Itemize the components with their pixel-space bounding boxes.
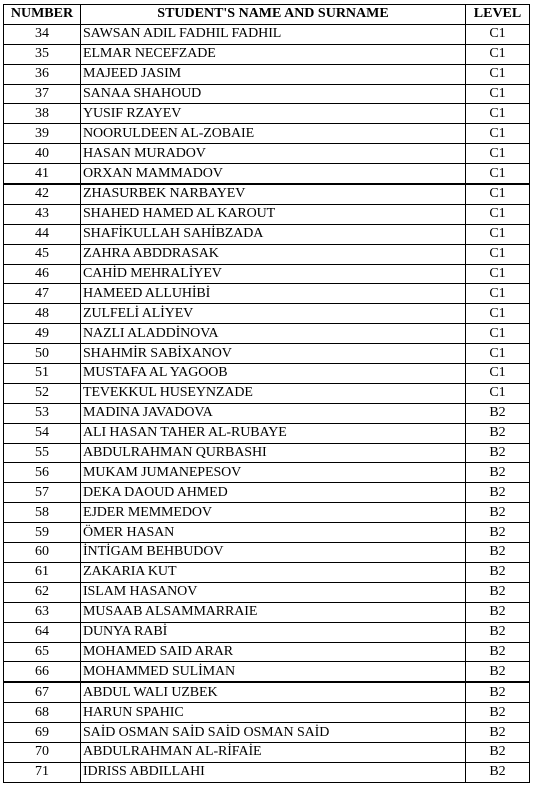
table-row — [4, 204, 530, 224]
student-number-cell: 67 — [4, 682, 81, 702]
table-row — [4, 423, 530, 443]
student-number-cell: 50 — [4, 344, 81, 364]
student-level-cell: C1 — [466, 164, 530, 184]
student-number-cell: 53 — [4, 403, 81, 423]
student-level-cell: C1 — [466, 224, 530, 244]
student-number-cell: 60 — [4, 543, 81, 563]
student-level-cell: B2 — [466, 762, 530, 782]
student-name-cell: ALI HASAN TAHER AL-RUBAYE — [81, 423, 466, 443]
student-name-cell: YUSIF RZAYEV — [81, 104, 466, 124]
student-number-cell: 59 — [4, 523, 81, 543]
table-row — [4, 364, 530, 384]
table-row — [4, 662, 530, 682]
student-number-cell: 48 — [4, 304, 81, 324]
table-row — [4, 264, 530, 284]
table-row — [4, 324, 530, 344]
student-name-cell: NAZLI ALADDİNOVA — [81, 324, 466, 344]
student-level-cell: C1 — [466, 383, 530, 403]
student-level-cell: B2 — [466, 742, 530, 762]
student-level-cell: C1 — [466, 264, 530, 284]
student-level-cell: C1 — [466, 84, 530, 104]
student-name-cell: IDRISS ABDILLAHI — [81, 762, 466, 782]
table-row — [4, 463, 530, 483]
student-level-cell: B2 — [466, 562, 530, 582]
table-row — [4, 523, 530, 543]
student-name-cell: ISLAM HASANOV — [81, 582, 466, 602]
table-row — [4, 344, 530, 364]
table-row — [4, 543, 530, 563]
table-body — [4, 24, 530, 782]
student-name-cell: HARUN SPAHIC — [81, 703, 466, 723]
student-name-cell: MAJEED JASIM — [81, 64, 466, 84]
student-number-cell: 56 — [4, 463, 81, 483]
student-number-cell: 52 — [4, 383, 81, 403]
student-level-cell: B2 — [466, 723, 530, 743]
student-level-cell: C1 — [466, 24, 530, 44]
student-name-cell: SHAHED HAMED AL KAROUT — [81, 204, 466, 224]
student-name-cell: SHAHMİR SABİXANOV — [81, 344, 466, 364]
student-level-cell: B2 — [466, 582, 530, 602]
student-level-cell: B2 — [466, 503, 530, 523]
student-number-cell: 44 — [4, 224, 81, 244]
number-column-header: NUMBER — [4, 5, 81, 25]
student-level-cell: B2 — [466, 423, 530, 443]
student-number-cell: 45 — [4, 244, 81, 264]
student-number-cell: 57 — [4, 483, 81, 503]
table-row — [4, 284, 530, 304]
table-row — [4, 483, 530, 503]
student-number-cell: 63 — [4, 602, 81, 622]
student-number-cell: 39 — [4, 124, 81, 144]
student-level-cell: B2 — [466, 523, 530, 543]
student-level-cell: C1 — [466, 284, 530, 304]
student-name-cell: MUSAAB ALSAMMARRAIE — [81, 602, 466, 622]
table-row — [4, 84, 530, 104]
table-row — [4, 224, 530, 244]
student-name-cell: MOHAMMED SULİMAN — [81, 662, 466, 682]
student-number-cell: 46 — [4, 264, 81, 284]
student-level-cell: B2 — [466, 703, 530, 723]
student-number-cell: 54 — [4, 423, 81, 443]
student-level-cell: B2 — [466, 642, 530, 662]
student-name-cell: ABDULRAHMAN QURBASHI — [81, 443, 466, 463]
student-number-cell: 68 — [4, 703, 81, 723]
student-level-cell: B2 — [466, 483, 530, 503]
student-level-cell: B2 — [466, 622, 530, 642]
student-level-cell: C1 — [466, 184, 530, 204]
student-number-cell: 69 — [4, 723, 81, 743]
student-level-cell: B2 — [466, 602, 530, 622]
student-level-cell: B2 — [466, 443, 530, 463]
student-level-cell: C1 — [466, 64, 530, 84]
student-number-cell: 34 — [4, 24, 81, 44]
student-level-cell: B2 — [466, 543, 530, 563]
student-name-cell: SAWSAN ADIL FADHIL FADHIL — [81, 24, 466, 44]
student-number-cell: 71 — [4, 762, 81, 782]
student-name-cell: ZHASURBEK NARBAYEV — [81, 184, 466, 204]
student-number-cell: 55 — [4, 443, 81, 463]
student-level-cell: C1 — [466, 204, 530, 224]
student-name-cell: CAHİD MEHRALİYEV — [81, 264, 466, 284]
student-number-cell: 49 — [4, 324, 81, 344]
student-number-cell: 51 — [4, 364, 81, 384]
header-row — [4, 5, 530, 25]
table-row — [4, 403, 530, 423]
student-name-cell: SHAFİKULLAH SAHİBZADA — [81, 224, 466, 244]
table-row — [4, 703, 530, 723]
student-name-cell: İNTİGAM BEHBUDOV — [81, 543, 466, 563]
student-name-cell: ABDULRAHMAN AL-RİFAİE — [81, 742, 466, 762]
student-name-cell: MOHAMED SAID ARAR — [81, 642, 466, 662]
table-row — [4, 562, 530, 582]
student-name-cell: ABDUL WALI UZBEK — [81, 682, 466, 702]
student-level-cell: C1 — [466, 124, 530, 144]
student-name-cell: SAİD OSMAN SAİD SAİD OSMAN SAİD — [81, 723, 466, 743]
table-header — [4, 5, 530, 25]
table-row — [4, 104, 530, 124]
student-number-cell: 64 — [4, 622, 81, 642]
table-row — [4, 602, 530, 622]
student-name-cell: ELMAR NECEFZADE — [81, 44, 466, 64]
table-row — [4, 682, 530, 702]
student-name-cell: ZAKARIA KUT — [81, 562, 466, 582]
table-row — [4, 24, 530, 44]
student-number-cell: 61 — [4, 562, 81, 582]
student-name-cell: ÖMER HASAN — [81, 523, 466, 543]
student-number-cell: 65 — [4, 642, 81, 662]
student-level-cell: B2 — [466, 463, 530, 483]
student-name-cell: MUSTAFA AL YAGOOB — [81, 364, 466, 384]
student-number-cell: 42 — [4, 184, 81, 204]
student-name-cell: ZULFELİ ALİYEV — [81, 304, 466, 324]
student-number-cell: 40 — [4, 144, 81, 164]
student-number-cell: 37 — [4, 84, 81, 104]
student-number-cell: 47 — [4, 284, 81, 304]
table-row — [4, 383, 530, 403]
student-name-cell: ZAHRA ABDDRASAK — [81, 244, 466, 264]
table-row — [4, 723, 530, 743]
table-row — [4, 164, 530, 184]
student-level-cell: C1 — [466, 364, 530, 384]
student-name-cell: TEVEKKUL HUSEYNZADE — [81, 383, 466, 403]
student-name-cell: SANAA SHAHOUD — [81, 84, 466, 104]
table-row — [4, 184, 530, 204]
student-level-cell: C1 — [466, 144, 530, 164]
student-level-cell: C1 — [466, 44, 530, 64]
table-row — [4, 44, 530, 64]
student-level-cell: B2 — [466, 662, 530, 682]
student-name-cell: DUNYA RABİ — [81, 622, 466, 642]
table-row — [4, 443, 530, 463]
student-number-cell: 43 — [4, 204, 81, 224]
table-row — [4, 304, 530, 324]
student-level-cell: B2 — [466, 682, 530, 702]
table-row — [4, 503, 530, 523]
table-row — [4, 582, 530, 602]
student-name-cell: NOORULDEEN AL-ZOBAIE — [81, 124, 466, 144]
student-level-cell: C1 — [466, 244, 530, 264]
student-number-cell: 36 — [4, 64, 81, 84]
student-number-cell: 35 — [4, 44, 81, 64]
table-row — [4, 642, 530, 662]
table-row — [4, 124, 530, 144]
table-row — [4, 64, 530, 84]
student-level-cell: C1 — [466, 304, 530, 324]
student-number-cell: 38 — [4, 104, 81, 124]
student-number-cell: 70 — [4, 742, 81, 762]
student-level-cell: C1 — [466, 324, 530, 344]
level-column-header: LEVEL — [466, 5, 530, 25]
student-name-cell: MUKAM JUMANEPESOV — [81, 463, 466, 483]
table-row — [4, 144, 530, 164]
student-number-cell: 41 — [4, 164, 81, 184]
student-name-cell: EJDER MEMMEDOV — [81, 503, 466, 523]
table-row — [4, 244, 530, 264]
table-row — [4, 762, 530, 782]
table-row — [4, 622, 530, 642]
student-name-cell: DEKA DAOUD AHMED — [81, 483, 466, 503]
student-level-cell: B2 — [466, 403, 530, 423]
table-row — [4, 742, 530, 762]
student-name-cell: MADINA JAVADOVA — [81, 403, 466, 423]
student-level-table — [3, 4, 530, 783]
student-level-cell: C1 — [466, 104, 530, 124]
name-column-header: STUDENT'S NAME AND SURNAME — [81, 5, 466, 25]
student-name-cell: HAMEED ALLUHİBİ — [81, 284, 466, 304]
student-name-cell: HASAN MURADOV — [81, 144, 466, 164]
student-level-cell: C1 — [466, 344, 530, 364]
student-number-cell: 62 — [4, 582, 81, 602]
student-number-cell: 58 — [4, 503, 81, 523]
student-number-cell: 66 — [4, 662, 81, 682]
student-name-cell: ORXAN MAMMADOV — [81, 164, 466, 184]
